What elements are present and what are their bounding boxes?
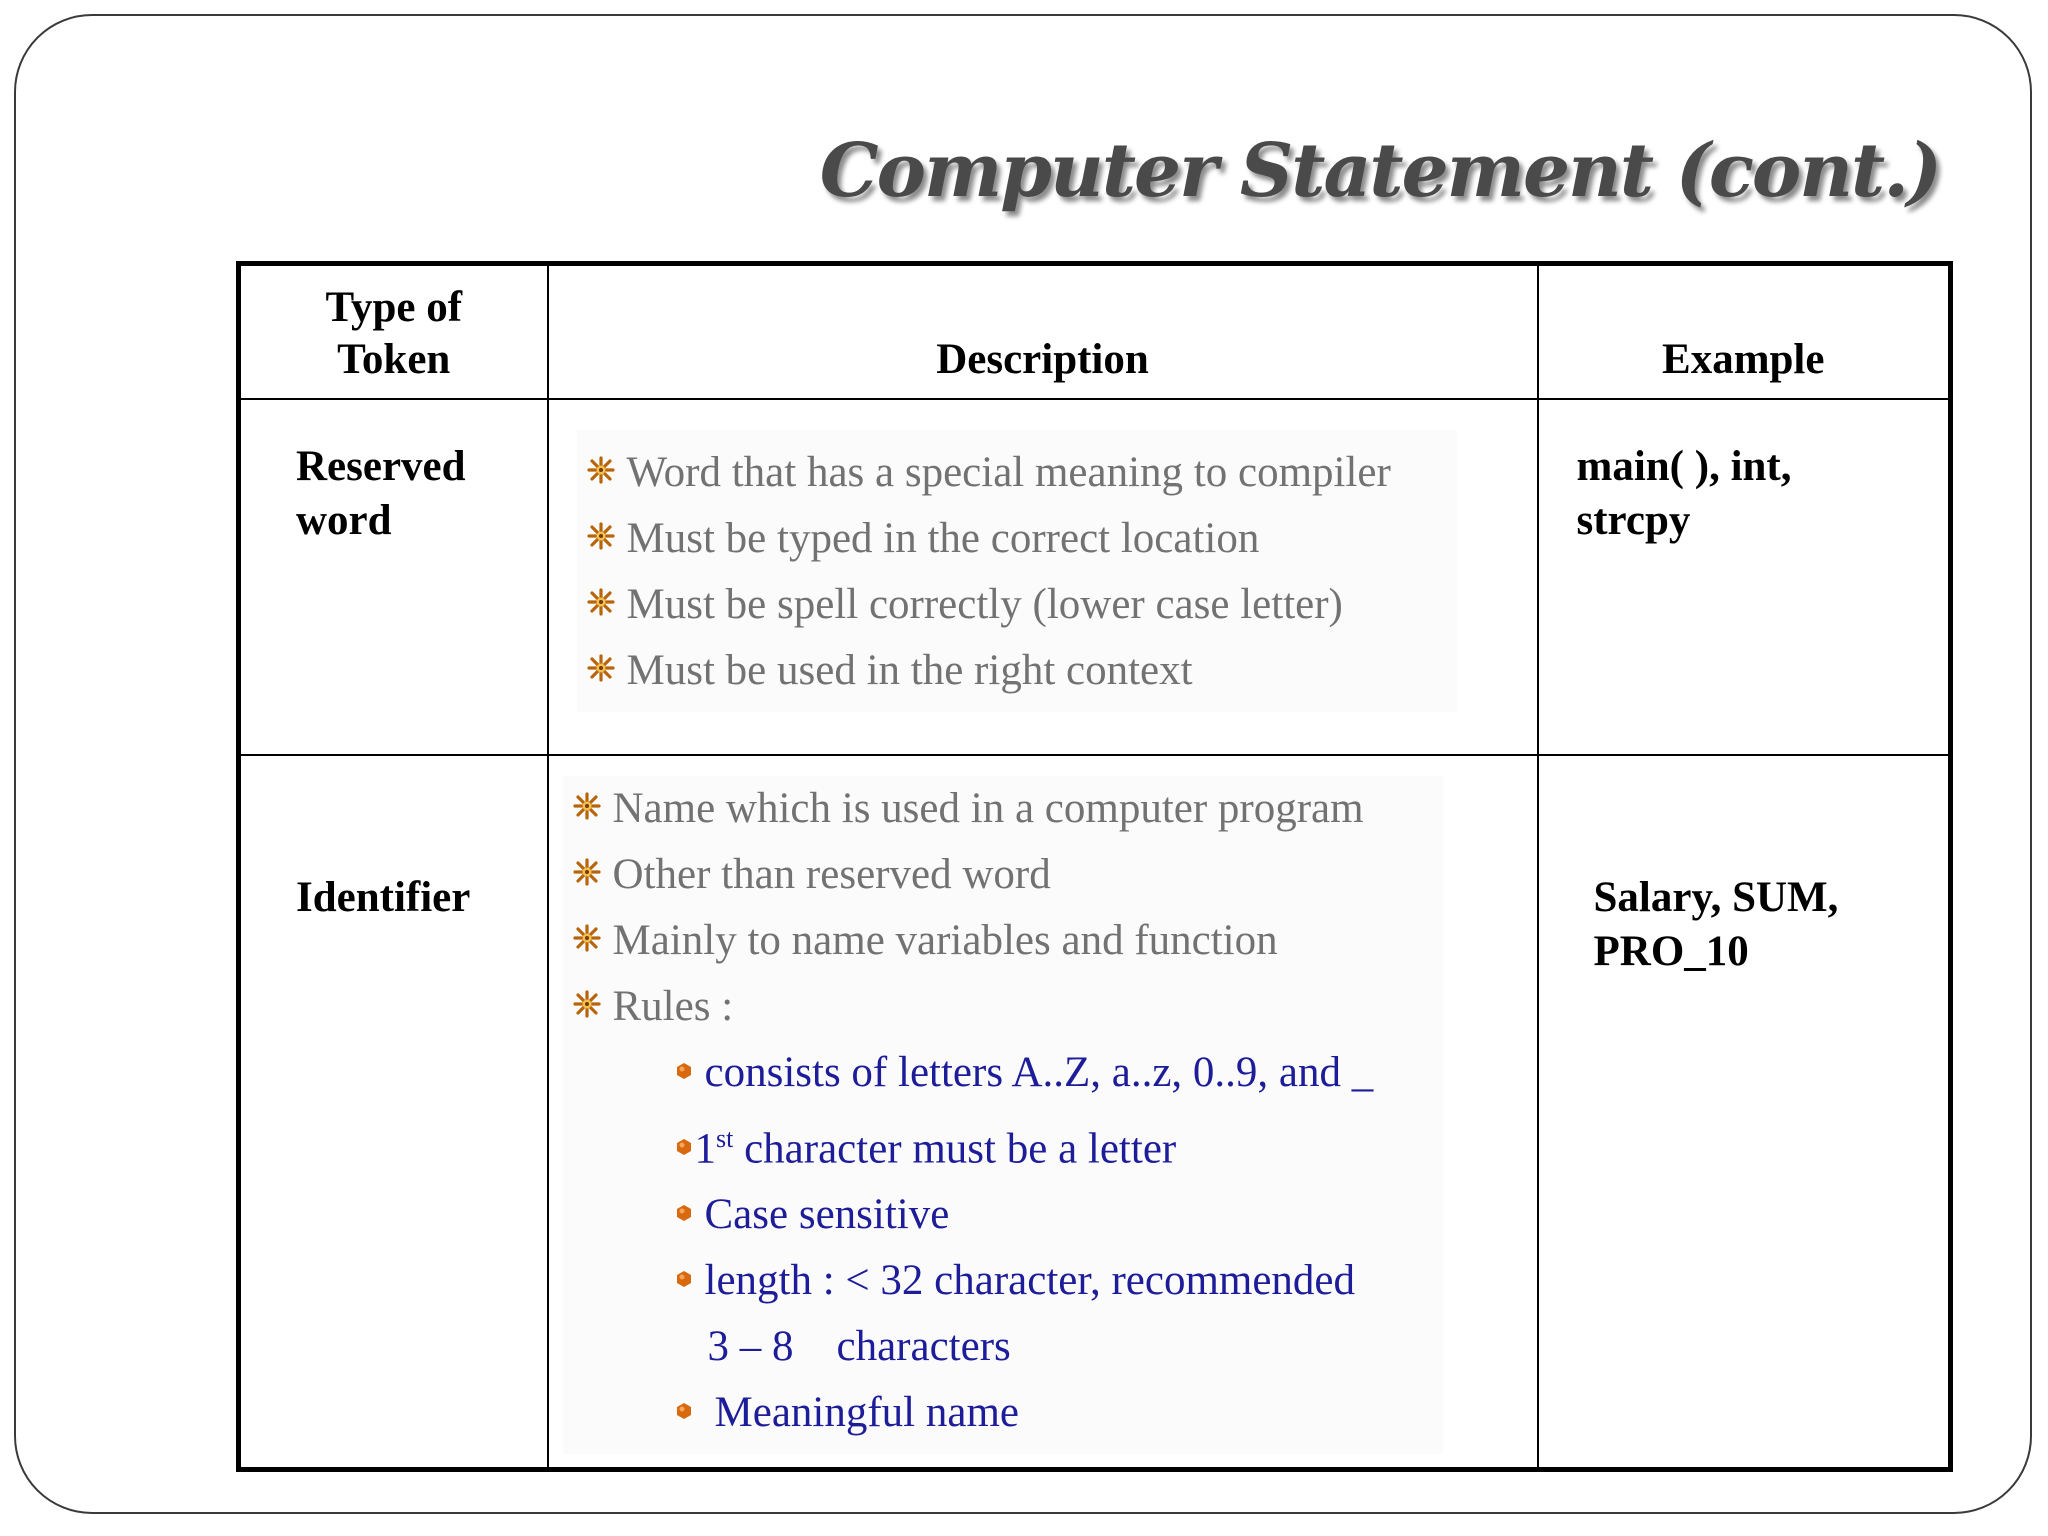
identifier-bullet-list bbox=[563, 776, 1443, 1040]
table-row-reserved-word bbox=[239, 399, 1951, 755]
orange-dot-icon bbox=[675, 1138, 693, 1156]
example-cell-reserved-word bbox=[1538, 399, 1951, 755]
bullet-text: Must be spell correctly (lower case letter) bbox=[626, 580, 1343, 628]
rule-text: length : < 32 character, recommended bbox=[704, 1256, 1356, 1304]
star-burst-icon bbox=[587, 588, 615, 616]
star-burst-icon bbox=[587, 654, 615, 682]
star-burst-icon bbox=[573, 792, 601, 820]
star-burst-icon bbox=[573, 924, 601, 952]
description-block-identifier bbox=[563, 776, 1443, 1454]
header-row bbox=[239, 264, 1951, 399]
table-row-identifier bbox=[239, 755, 1951, 1470]
header-type-line2: Token bbox=[337, 335, 451, 383]
rule-item bbox=[675, 1106, 1443, 1182]
rules-sub-list bbox=[563, 1040, 1443, 1446]
example-cell-identifier bbox=[1538, 755, 1951, 1470]
star-burst-icon bbox=[573, 858, 601, 886]
description-block-reserved-word bbox=[577, 430, 1457, 712]
list-item bbox=[573, 842, 1443, 908]
type-identifier: Identifier bbox=[296, 873, 471, 921]
bullet-text: Must be used in the right context bbox=[626, 646, 1193, 694]
type-reserved-line2: word bbox=[296, 496, 392, 544]
orange-dot-icon bbox=[675, 1204, 693, 1222]
list-item bbox=[587, 440, 1457, 506]
type-cell-identifier bbox=[239, 755, 548, 1470]
rule-item bbox=[675, 1380, 1443, 1446]
orange-dot-icon bbox=[675, 1062, 693, 1080]
bullet-text: Rules : bbox=[612, 982, 734, 1030]
example-identifier-line2: PRO_10 bbox=[1593, 927, 1749, 975]
rule-text: Meaningful name bbox=[714, 1388, 1019, 1436]
rule-text: character must be a letter bbox=[733, 1124, 1177, 1172]
description-cell-reserved-word bbox=[548, 399, 1538, 755]
rule-text-superscript: st bbox=[716, 1123, 734, 1153]
list-item bbox=[573, 776, 1443, 842]
example-identifier-line1: Salary, SUM, bbox=[1593, 873, 1839, 921]
star-burst-icon bbox=[587, 456, 615, 484]
token-table bbox=[236, 261, 1953, 1472]
rule-item-continuation bbox=[675, 1314, 1443, 1380]
rule-text: consists of letters A..Z, a..z, 0..9, and _ bbox=[704, 1048, 1374, 1096]
description-cell-identifier bbox=[548, 755, 1538, 1470]
rule-text: Case sensitive bbox=[704, 1190, 950, 1238]
bullet-text: Other than reserved word bbox=[612, 850, 1051, 898]
bullet-text: Word that has a special meaning to compiler bbox=[626, 448, 1391, 496]
rule-item bbox=[675, 1248, 1443, 1314]
rule-text-number: 1 bbox=[694, 1124, 716, 1172]
list-item bbox=[587, 638, 1457, 704]
example-reserved-line2: strcpy bbox=[1576, 496, 1691, 544]
rule-item bbox=[675, 1040, 1443, 1106]
header-description: Description bbox=[548, 264, 1538, 399]
star-burst-icon bbox=[573, 990, 601, 1018]
rule-item bbox=[675, 1182, 1443, 1248]
header-example: Example bbox=[1538, 264, 1951, 399]
type-reserved-line1: Reserved bbox=[296, 442, 466, 490]
list-item bbox=[587, 506, 1457, 572]
orange-dot-icon bbox=[675, 1270, 693, 1288]
header-type-of-token bbox=[239, 264, 548, 399]
star-burst-icon bbox=[587, 522, 615, 550]
bullet-text: Name which is used in a computer program bbox=[612, 784, 1364, 832]
bullet-text: Must be typed in the correct location bbox=[626, 514, 1260, 562]
bullet-text: Mainly to name variables and function bbox=[612, 916, 1278, 964]
slide-title: Computer Statement (cont.) bbox=[819, 128, 1940, 214]
list-item bbox=[587, 572, 1457, 638]
rule-text: 3 – 8 characters bbox=[707, 1322, 1011, 1370]
reserved-word-bullet-list bbox=[577, 440, 1457, 704]
orange-dot-icon bbox=[675, 1402, 693, 1420]
header-type-line1: Type of bbox=[325, 283, 463, 331]
type-cell-reserved-word bbox=[239, 399, 548, 755]
example-reserved-line1: main( ), int, bbox=[1576, 442, 1792, 490]
list-item bbox=[573, 908, 1443, 974]
list-item bbox=[573, 974, 1443, 1040]
